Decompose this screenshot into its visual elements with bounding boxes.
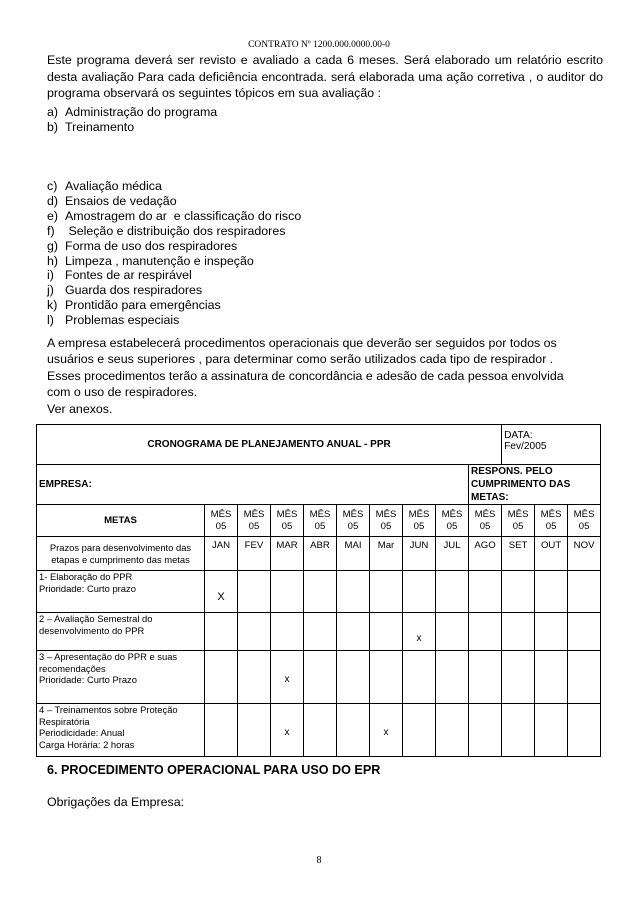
schedule-mark-cell (205, 613, 238, 651)
mes-header-cell (205, 505, 238, 537)
mes-number: 05 (512, 520, 524, 532)
list-letter: e) (47, 208, 59, 223)
list-item (47, 254, 301, 269)
mes-number: 05 (545, 520, 557, 532)
schedule-mark-cell (469, 651, 502, 704)
mes-number: 05 (413, 520, 425, 532)
month-header-cell: Mar (370, 537, 403, 571)
list-item (47, 298, 301, 313)
schedule-mark-cell (469, 613, 502, 651)
schedule-title: CRONOGRAMA DE PLANEJAMENTO ANUAL - PPR (37, 425, 502, 465)
mes-label: MÊS (408, 508, 430, 520)
table-row (37, 613, 601, 651)
schedule-mark-cell (403, 651, 436, 704)
schedule-mark-cell: x (403, 613, 436, 651)
mes-label: MÊS (276, 508, 298, 520)
month-header-cell: JUL (436, 537, 469, 571)
list-letter: i) (47, 268, 54, 283)
list-text: Fontes de ar respirável (65, 268, 192, 283)
list-item (47, 179, 301, 194)
schedule-mark-cell (535, 613, 568, 651)
date-cell (502, 425, 601, 465)
schedule-mark-cell (502, 571, 535, 613)
obligations-heading: Obrigações da Empresa: (47, 795, 185, 809)
mes-header-cell (436, 505, 469, 537)
mes-header-cell (469, 505, 502, 537)
goal-line: 2 – Avaliação Semestral do (39, 613, 153, 624)
list-text: Limpeza , manutenção e inspeção (65, 253, 254, 268)
table-row (37, 651, 601, 704)
schedule-mark-cell (337, 613, 370, 651)
schedule-mark-cell (205, 651, 238, 704)
paragraph-line: usuários e seus superiores , para determinar como serão utilizados cada tipo de respirador . (47, 352, 554, 367)
list-text: Administração do programa (65, 105, 218, 119)
empresa-label: EMPRESA: (37, 465, 469, 505)
schedule-mark-cell (436, 571, 469, 613)
list-text: Treinamento (65, 119, 135, 134)
schedule-mark-cell (304, 613, 337, 651)
list-item (47, 194, 301, 209)
list-text: Amostragem do ar e classificação do risco (65, 208, 302, 223)
schedule-mark-cell (370, 651, 403, 704)
goal-line: desenvolvimento do PPR (39, 624, 145, 636)
mes-header-cell (568, 505, 601, 537)
schedule-mark-cell (337, 704, 370, 757)
month-header-cell: NOV (568, 537, 601, 571)
paragraph-line: Esses procedimentos terão a assinatura de concordância e adesão de cada pessoa envolvida (47, 368, 564, 383)
mes-label: MÊS (441, 508, 463, 520)
schedule-mark-cell (535, 651, 568, 704)
list-item (47, 120, 217, 135)
schedule-mark-cell (469, 571, 502, 613)
paragraph-line: A empresa estabelecerá procedimentos operacionais que deverão ser seguidos por todos os (47, 336, 557, 350)
schedule-mark-cell (568, 571, 601, 613)
goal-description (37, 704, 205, 757)
schedule-mark-cell (568, 704, 601, 757)
schedule-mark-cell (436, 704, 469, 757)
list-item (47, 239, 301, 254)
document-header: CONTRATO Nº 1200.000.0000.00-0 (248, 40, 390, 50)
schedule-mark-cell (568, 613, 601, 651)
month-header-cell: OUT (535, 537, 568, 571)
goal-line: 3 – Apresentação do PPR e suas (39, 651, 178, 662)
mes-number: 05 (578, 520, 590, 532)
month-header-cell: ABR (304, 537, 337, 571)
mes-label: MÊS (342, 508, 364, 520)
goal-line: recomendações (39, 662, 106, 674)
list-item (47, 268, 301, 283)
paragraph-line: com o uso de respiradores. (47, 385, 198, 400)
goal-line: Periodicidade: Anual (39, 727, 125, 738)
mes-header-cell (403, 505, 436, 537)
list-letter: b) (47, 119, 59, 134)
list-letter: j) (47, 283, 54, 298)
list-letter: g) (47, 238, 59, 253)
goal-line: 1- Elaboração do PPR (39, 571, 133, 582)
list-text: Problemas especiais (65, 313, 180, 328)
goal-line: Respiratória (39, 715, 90, 727)
section-6-title: 6. PROCEDIMENTO OPERACIONAL PARA USO DO EPR (47, 763, 381, 777)
schedule-mark-cell (304, 651, 337, 704)
schedule-mark-cell (304, 704, 337, 757)
schedule-mark-cell (535, 571, 568, 613)
mes-label: MÊS (210, 508, 232, 520)
month-header-cell: FEV (238, 537, 271, 571)
mes-number: 05 (479, 520, 491, 532)
schedule-mark-cell (238, 613, 271, 651)
schedule-mark-cell (436, 613, 469, 651)
list-text: Avaliação médica (65, 179, 162, 193)
mes-header-row (37, 505, 601, 537)
mes-header-cell (271, 505, 304, 537)
goal-line: Prioridade: Curto prazo (39, 582, 136, 594)
list-text: Seleção e distribuição dos respiradores (65, 223, 286, 238)
respons-label: RESPONS. PELO (471, 466, 553, 477)
schedule-mark-cell (238, 651, 271, 704)
date-value: Fev/2005 (504, 441, 547, 452)
metas-label: METAS (37, 505, 205, 537)
schedule-mark-cell (403, 571, 436, 613)
goal-line: 4 – Treinamentos sobre Proteção (39, 704, 178, 715)
list-item (47, 313, 301, 328)
schedule-mark-cell (304, 571, 337, 613)
schedule-mark-cell (337, 571, 370, 613)
mes-label: MÊS (309, 508, 331, 520)
list-letter: d) (47, 193, 59, 208)
mes-label: MÊS (540, 508, 562, 520)
schedule-mark-cell (271, 571, 304, 613)
topics-list-part1 (47, 105, 217, 135)
mes-number: 05 (380, 520, 392, 532)
respons-cell (469, 465, 601, 505)
schedule-mark-cell (238, 704, 271, 757)
list-letter: l) (47, 313, 54, 328)
mes-number: 05 (446, 520, 458, 532)
schedule-mark-cell (502, 651, 535, 704)
list-text: Guarda dos respiradores (65, 283, 203, 298)
date-label: DATA: (504, 430, 533, 441)
months-row (37, 537, 601, 571)
schedule-mark-cell (271, 613, 304, 651)
respons-label: CUMPRIMENTO DAS METAS: (471, 479, 571, 503)
goal-description (37, 571, 205, 613)
list-letter: k) (47, 298, 58, 313)
mes-label: MÊS (375, 508, 397, 520)
list-item (47, 224, 301, 239)
schedule-mark-cell (238, 571, 271, 613)
schedule-mark-cell (502, 704, 535, 757)
mes-number: 05 (215, 520, 227, 532)
mes-header-cell (502, 505, 535, 537)
mes-header-cell (238, 505, 271, 537)
page-number: 8 (316, 855, 322, 866)
schedule-mark-cell: X (205, 571, 238, 613)
mes-label: MÊS (243, 508, 265, 520)
list-text: Ensaios de vedação (65, 193, 177, 208)
mes-label: MÊS (474, 508, 496, 520)
schedule-mark-cell: x (271, 651, 304, 704)
prazos-label: Prazos para desenvolvimento das etapas e cumprimento das metas (37, 537, 205, 571)
month-header-cell: MAI (337, 537, 370, 571)
schedule-mark-cell: x (271, 704, 304, 757)
mes-header-cell (535, 505, 568, 537)
schedule-mark-cell (370, 613, 403, 651)
goal-description (37, 651, 205, 704)
schedule-mark-cell (568, 651, 601, 704)
topics-list-part2 (47, 179, 301, 328)
procedures-paragraph (47, 335, 607, 417)
list-letter: f) (47, 223, 55, 238)
schedule-mark-cell (205, 704, 238, 757)
mes-label: MÊS (573, 508, 595, 520)
month-header-cell: JUN (403, 537, 436, 571)
schedule-table (36, 424, 601, 757)
list-letter: c) (47, 179, 58, 193)
goal-line: Carga Horária: 2 horas (39, 738, 135, 750)
month-header-cell: JAN (205, 537, 238, 571)
paragraph-line: Ver anexos. (47, 401, 113, 416)
list-letter: a) (47, 105, 59, 119)
month-header-cell: SET (502, 537, 535, 571)
mes-label: MÊS (507, 508, 529, 520)
schedule-mark-cell (469, 704, 502, 757)
month-header-cell: AGO (469, 537, 502, 571)
schedule-mark-cell: x (370, 704, 403, 757)
table-row (37, 704, 601, 757)
mes-header-cell (304, 505, 337, 537)
list-text: Prontidão para emergências (65, 298, 221, 313)
list-item (47, 105, 217, 120)
mes-number: 05 (314, 520, 326, 532)
mes-number: 05 (281, 520, 293, 532)
mes-header-cell (337, 505, 370, 537)
schedule-mark-cell (502, 613, 535, 651)
goal-description (37, 613, 205, 651)
schedule-mark-cell (436, 651, 469, 704)
mes-number: 05 (248, 520, 260, 532)
list-letter: h) (47, 253, 59, 268)
list-item (47, 283, 301, 298)
list-text: Forma de uso dos respiradores (65, 238, 238, 253)
schedule-mark-cell (370, 571, 403, 613)
list-item (47, 209, 301, 224)
mes-number: 05 (347, 520, 359, 532)
month-header-cell: MAR (271, 537, 304, 571)
schedule-mark-cell (403, 704, 436, 757)
schedule-mark-cell (337, 651, 370, 704)
intro-paragraph: Este programa deverá ser revisto e avaliado a cada 6 meses. Será elaborado um relatório escrito desta avaliação Para cada deficiência encontrada. será elaborada uma ação corretiva , o auditor do programa observará os seguintes tópicos em sua avaliação : (47, 53, 603, 101)
mes-header-cell (370, 505, 403, 537)
table-row (37, 571, 601, 613)
schedule-mark-cell (535, 704, 568, 757)
goal-line: Prioridade: Curto Prazo (39, 674, 137, 685)
